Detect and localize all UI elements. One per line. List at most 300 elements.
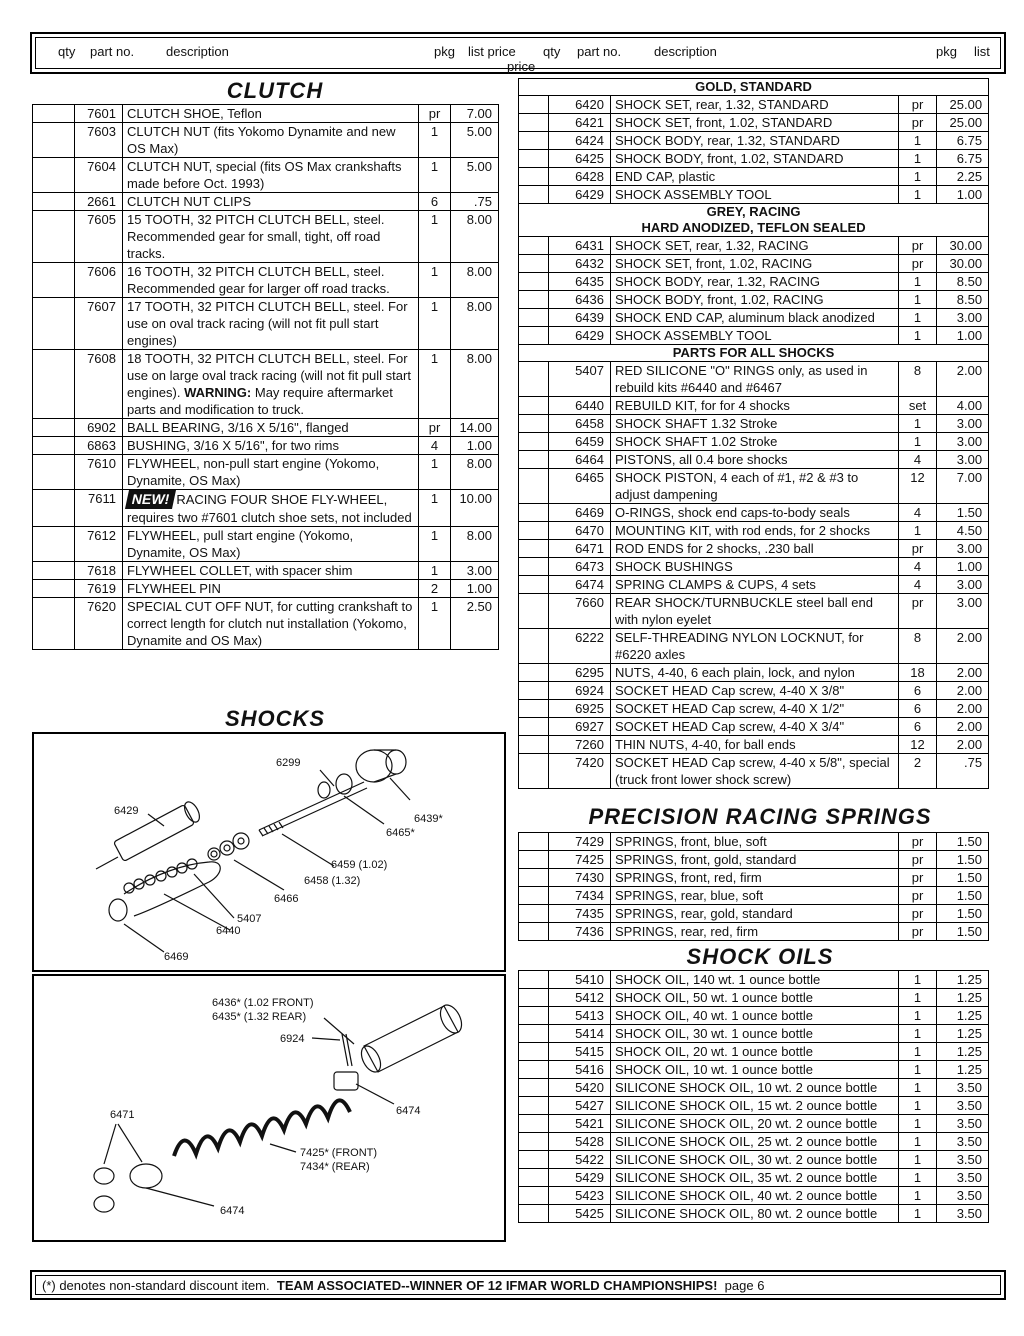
pkg-cell: 1	[419, 527, 451, 562]
table-row	[519, 186, 989, 204]
price-cell: 1.00	[937, 327, 989, 345]
price-cell: 1.25	[937, 1007, 989, 1025]
qty-cell	[519, 540, 549, 558]
price-cell: 3.00	[451, 562, 499, 580]
part-number-cell: 7436	[549, 923, 611, 941]
part-number-cell: 5413	[549, 1007, 611, 1025]
description-cell: SHOCK SET, front, 1.02, STANDARD	[611, 114, 899, 132]
part-number-cell: 7420	[549, 754, 611, 789]
header-partno-right: part no.	[577, 44, 622, 59]
pkg-cell: 1	[419, 490, 451, 527]
table-row	[33, 105, 499, 123]
table-row	[519, 923, 989, 941]
qty-cell	[519, 132, 549, 150]
pkg-cell: 8	[899, 629, 937, 664]
label-6465: 6465*	[386, 827, 415, 839]
pkg-cell: 1	[899, 1151, 937, 1169]
pkg-cell: 1	[899, 989, 937, 1007]
qty-cell	[33, 580, 75, 598]
description-cell: FLYWHEEL, pull start engine (Yokomo, Dynamite, OS Max)	[123, 527, 419, 562]
label-5407: 5407	[237, 913, 262, 925]
pkg-cell: pr	[899, 540, 937, 558]
table-row	[33, 580, 499, 598]
part-number-cell: 6464	[549, 451, 611, 469]
part-number-cell: 7608	[75, 350, 123, 419]
table-row	[519, 291, 989, 309]
pkg-cell: pr	[899, 255, 937, 273]
qty-cell	[519, 887, 549, 905]
qty-cell	[519, 291, 549, 309]
part-number-cell: 7607	[75, 298, 123, 350]
qty-cell	[519, 273, 549, 291]
pkg-cell: 4	[899, 451, 937, 469]
label-6924: 6924	[280, 1033, 305, 1045]
pkg-cell: 6	[899, 700, 937, 718]
oils-table	[518, 970, 989, 1223]
table-row	[33, 350, 499, 419]
table-row	[519, 362, 989, 397]
qty-cell	[519, 576, 549, 594]
pkg-cell: 1	[899, 186, 937, 204]
shock-shaft-diagram	[32, 732, 506, 972]
part-number-cell: 7618	[75, 562, 123, 580]
description-cell: SHOCK BODY, rear, 1.32, STANDARD	[611, 132, 899, 150]
part-number-cell: 6436	[549, 291, 611, 309]
description-cell: SILICONE SHOCK OIL, 80 wt. 2 ounce bottle	[611, 1205, 899, 1223]
qty-cell	[519, 237, 549, 255]
description-cell: SHOCK BODY, front, 1.02, STANDARD	[611, 150, 899, 168]
description-cell: O-RINGS, shock end caps-to-body seals	[611, 504, 899, 522]
price-cell: 10.00	[451, 490, 499, 527]
label-6469: 6469	[164, 951, 189, 963]
footer-page-number: page 6	[724, 1278, 765, 1293]
price-cell: 3.50	[937, 1187, 989, 1205]
table-row	[519, 451, 989, 469]
description-cell: SELF-THREADING NYLON LOCKNUT, for #6220 axles	[611, 629, 899, 664]
pkg-cell: 1	[419, 455, 451, 490]
label-6436: 6436* (1.02 FRONT)	[212, 997, 314, 1009]
price-cell: 6.75	[937, 150, 989, 168]
pkg-cell: 1	[899, 168, 937, 186]
qty-cell	[33, 211, 75, 263]
pkg-cell: pr	[899, 833, 937, 851]
group-heading: HARD ANODIZED, TEFLON SEALED	[519, 220, 989, 237]
price-cell: 8.00	[451, 263, 499, 298]
table-row	[519, 1079, 989, 1097]
table-row	[33, 455, 499, 490]
header-pkg-right: pkg	[936, 44, 957, 59]
part-number-cell: 6435	[549, 273, 611, 291]
description-cell: SHOCK PISTON, 4 each of #1, #2 & #3 to adjust dampening	[611, 469, 899, 504]
pkg-cell: 1	[899, 309, 937, 327]
pkg-cell: 1	[899, 415, 937, 433]
pkg-cell: 1	[899, 1043, 937, 1061]
description-cell: SPRINGS, rear, blue, soft	[611, 887, 899, 905]
price-cell: 25.00	[937, 96, 989, 114]
table-row	[33, 527, 499, 562]
qty-cell	[519, 1115, 549, 1133]
part-number-cell: 6425	[549, 150, 611, 168]
price-cell: 1.00	[937, 558, 989, 576]
qty-cell	[519, 923, 549, 941]
table-row	[33, 562, 499, 580]
qty-cell	[33, 193, 75, 211]
price-cell: 1.50	[937, 833, 989, 851]
table-row	[519, 887, 989, 905]
qty-cell	[33, 123, 75, 158]
pkg-cell: 1	[899, 522, 937, 540]
price-cell: 8.00	[451, 298, 499, 350]
pkg-cell: 1	[899, 1205, 937, 1223]
part-number-cell: 6440	[549, 397, 611, 415]
table-row	[519, 433, 989, 451]
part-number-cell: 7619	[75, 580, 123, 598]
table-row	[519, 132, 989, 150]
table-row	[519, 1169, 989, 1187]
part-number-cell: 5420	[549, 1079, 611, 1097]
price-cell: 2.00	[937, 362, 989, 397]
pkg-cell: 1	[899, 1079, 937, 1097]
description-cell: END CAP, plastic	[611, 168, 899, 186]
price-cell: 1.25	[937, 1061, 989, 1079]
price-cell: 2.00	[937, 664, 989, 682]
description-cell: FLYWHEEL, non-pull start engine (Yokomo, Dynamite, OS Max)	[123, 455, 419, 490]
table-row	[519, 273, 989, 291]
qty-cell	[519, 1097, 549, 1115]
price-cell: 2.50	[451, 598, 499, 650]
description-cell: REBUILD KIT, for for 4 shocks	[611, 397, 899, 415]
table-row	[519, 851, 989, 869]
group-heading-row	[519, 345, 989, 362]
part-number-cell: 5423	[549, 1187, 611, 1205]
group-heading-row	[519, 79, 989, 96]
part-number-cell: 7260	[549, 736, 611, 754]
table-row	[519, 754, 989, 789]
label-6429: 6429	[114, 805, 139, 817]
table-row	[519, 682, 989, 700]
price-cell: 1.50	[937, 887, 989, 905]
pkg-cell: pr	[899, 851, 937, 869]
part-number-cell: 6432	[549, 255, 611, 273]
qty-cell	[519, 718, 549, 736]
qty-cell	[519, 971, 549, 989]
description-cell: REAR SHOCK/TURNBUCKLE steel ball end with nylon eyelet	[611, 594, 899, 629]
oils-title: SHOCK OILS	[686, 944, 834, 969]
table-row	[519, 736, 989, 754]
part-number-cell: 6421	[549, 114, 611, 132]
qty-cell	[519, 1007, 549, 1025]
description-cell: SILICONE SHOCK OIL, 25 wt. 2 ounce bottle	[611, 1133, 899, 1151]
price-cell: 3.00	[937, 415, 989, 433]
qty-cell	[33, 419, 75, 437]
description-cell: SHOCK SHAFT 1.32 Stroke	[611, 415, 899, 433]
table-row	[519, 1151, 989, 1169]
header-price-right: price	[507, 59, 536, 74]
qty-cell	[519, 736, 549, 754]
table-row	[519, 168, 989, 186]
pkg-cell: pr	[899, 96, 937, 114]
table-row	[519, 629, 989, 664]
label-6458: 6458 (1.32)	[304, 875, 361, 887]
qty-cell	[519, 1169, 549, 1187]
pkg-cell: 4	[899, 558, 937, 576]
table-row	[519, 1097, 989, 1115]
table-row	[33, 490, 499, 527]
qty-cell	[519, 362, 549, 397]
description-cell: SHOCK ASSEMBLY TOOL	[611, 186, 899, 204]
pkg-cell: 1	[899, 1097, 937, 1115]
part-number-cell: 5414	[549, 1025, 611, 1043]
price-cell: 4.50	[937, 522, 989, 540]
shock-body-spring-diagram	[32, 974, 506, 1242]
price-cell: .75	[451, 193, 499, 211]
qty-cell	[519, 168, 549, 186]
pkg-cell: 1	[899, 1169, 937, 1187]
pkg-cell: pr	[899, 887, 937, 905]
table-row	[519, 96, 989, 114]
price-cell: 25.00	[937, 114, 989, 132]
part-number-cell: 5412	[549, 989, 611, 1007]
qty-cell	[519, 754, 549, 789]
qty-cell	[33, 350, 75, 419]
description-cell: SHOCK OIL, 30 wt. 1 ounce bottle	[611, 1025, 899, 1043]
part-number-cell: 7610	[75, 455, 123, 490]
group-heading: PARTS FOR ALL SHOCKS	[519, 345, 989, 362]
new-badge: NEW!	[125, 490, 176, 509]
label-6466: 6466	[274, 893, 299, 905]
pkg-cell: 4	[419, 437, 451, 455]
qty-cell	[519, 700, 549, 718]
pkg-cell: 4	[899, 576, 937, 594]
description-cell: 17 TOOTH, 32 PITCH CLUTCH BELL, steel. For use on oval track racing (will not fit pull start engines)	[123, 298, 419, 350]
qty-cell	[519, 96, 549, 114]
qty-cell	[519, 1061, 549, 1079]
description-cell: SHOCK ASSEMBLY TOOL	[611, 327, 899, 345]
qty-cell	[519, 1187, 549, 1205]
price-cell: 2.00	[937, 718, 989, 736]
price-cell: 8.00	[451, 455, 499, 490]
pkg-cell: pr	[899, 594, 937, 629]
price-cell: 1.50	[937, 504, 989, 522]
part-number-cell: 7603	[75, 123, 123, 158]
pkg-cell: 1	[899, 1187, 937, 1205]
qty-cell	[519, 1133, 549, 1151]
price-cell: 3.00	[937, 309, 989, 327]
price-cell: 2.00	[937, 629, 989, 664]
label-6299: 6299	[276, 757, 301, 769]
description-cell: SHOCK OIL, 10 wt. 1 ounce bottle	[611, 1061, 899, 1079]
qty-cell	[519, 594, 549, 629]
table-row	[33, 598, 499, 650]
description-cell: SILICONE SHOCK OIL, 30 wt. 2 ounce bottle	[611, 1151, 899, 1169]
part-number-cell: 5421	[549, 1115, 611, 1133]
part-number-cell: 7604	[75, 158, 123, 193]
table-row	[33, 298, 499, 350]
qty-cell	[519, 629, 549, 664]
part-number-cell: 6431	[549, 237, 611, 255]
price-cell: 8.00	[451, 527, 499, 562]
qty-cell	[33, 158, 75, 193]
description-cell: SPRING CLAMPS & CUPS, 4 sets	[611, 576, 899, 594]
part-number-cell: 5422	[549, 1151, 611, 1169]
description-cell: BUSHING, 3/16 X 5/16", for two rims	[123, 437, 419, 455]
description-cell: CLUTCH NUT (fits Yokomo Dynamite and new OS Max)	[123, 123, 419, 158]
qty-cell	[33, 562, 75, 580]
qty-cell	[519, 682, 549, 700]
part-number-cell: 6458	[549, 415, 611, 433]
group-heading-row	[519, 204, 989, 221]
pkg-cell: 1	[419, 263, 451, 298]
description-text: 18 TOOTH, 32 PITCH CLUTCH BELL, steel. For use on large oval track racing (will not fit pull start engines).	[127, 351, 411, 400]
description-cell: PISTONS, all 0.4 bore shocks	[611, 451, 899, 469]
description-cell: SHOCK BODY, front, 1.02, RACING	[611, 291, 899, 309]
qty-cell	[519, 522, 549, 540]
label-7434: 7434* (REAR)	[300, 1161, 370, 1173]
price-cell: 1.00	[937, 186, 989, 204]
description-cell: SHOCK END CAP, aluminum black anodized	[611, 309, 899, 327]
header-description-left: description	[166, 44, 229, 59]
table-row	[519, 1043, 989, 1061]
description-cell: SHOCK SET, front, 1.02, RACING	[611, 255, 899, 273]
part-number-cell: 7612	[75, 527, 123, 562]
pkg-cell: 1	[899, 433, 937, 451]
price-cell: 3.00	[937, 433, 989, 451]
table-row	[33, 263, 499, 298]
table-row	[519, 1133, 989, 1151]
header-pkg-left: pkg	[434, 44, 455, 59]
label-6474-bottom: 6474	[220, 1205, 245, 1217]
table-row	[33, 158, 499, 193]
qty-cell	[519, 186, 549, 204]
qty-cell	[519, 327, 549, 345]
description-cell: MOUNTING KIT, with rod ends, for 2 shocks	[611, 522, 899, 540]
price-cell: 1.50	[937, 851, 989, 869]
qty-cell	[519, 833, 549, 851]
table-row	[519, 1025, 989, 1043]
group-heading: GREY, RACING	[519, 204, 989, 221]
price-cell: 30.00	[937, 255, 989, 273]
description-cell: RED SILICONE "O" RINGS only, as used in rebuild kits #6440 and #6467	[611, 362, 899, 397]
qty-cell	[519, 255, 549, 273]
part-number-cell: 7611	[75, 490, 123, 527]
pkg-cell: 1	[419, 123, 451, 158]
table-row	[519, 971, 989, 989]
price-cell: 2.25	[937, 168, 989, 186]
pkg-cell: pr	[899, 237, 937, 255]
pkg-cell: 1	[419, 158, 451, 193]
description-cell: FLYWHEEL COLLET, with spacer shim	[123, 562, 419, 580]
description-cell: ROD ENDS for 2 shocks, .230 ball	[611, 540, 899, 558]
header-qty-right: qty	[543, 44, 561, 59]
table-row	[519, 415, 989, 433]
price-cell: 8.50	[937, 291, 989, 309]
pkg-cell: 1	[419, 350, 451, 419]
price-cell: 3.50	[937, 1205, 989, 1223]
table-row	[519, 540, 989, 558]
group-heading: GOLD, STANDARD	[519, 79, 989, 96]
price-cell: 5.00	[451, 158, 499, 193]
pkg-cell: 1	[899, 327, 937, 345]
qty-cell	[519, 989, 549, 1007]
qty-cell	[519, 664, 549, 682]
qty-cell	[33, 490, 75, 527]
description-cell: SHOCK SET, rear, 1.32, STANDARD	[611, 96, 899, 114]
part-number-cell: 6471	[549, 540, 611, 558]
shock-parts-table	[518, 78, 989, 789]
part-number-cell: 6924	[549, 682, 611, 700]
price-cell: 3.00	[937, 594, 989, 629]
price-cell: 7.00	[451, 105, 499, 123]
table-row	[519, 833, 989, 851]
price-cell: 3.00	[937, 576, 989, 594]
price-cell: 7.00	[937, 469, 989, 504]
table-row	[519, 114, 989, 132]
pkg-cell: 6	[419, 193, 451, 211]
description-cell: SILICONE SHOCK OIL, 15 wt. 2 ounce bottle	[611, 1097, 899, 1115]
part-number-cell: 6927	[549, 718, 611, 736]
table-row	[519, 1205, 989, 1223]
part-number-cell: 7606	[75, 263, 123, 298]
pkg-cell: 6	[899, 718, 937, 736]
qty-cell	[519, 1025, 549, 1043]
part-number-cell: 6863	[75, 437, 123, 455]
qty-cell	[519, 905, 549, 923]
part-number-cell: 6459	[549, 433, 611, 451]
price-cell: 2.00	[937, 682, 989, 700]
description-cell: SHOCK BUSHINGS	[611, 558, 899, 576]
table-row	[519, 327, 989, 345]
table-row	[519, 1007, 989, 1025]
price-cell: 2.00	[937, 736, 989, 754]
price-cell: .75	[937, 754, 989, 789]
pkg-cell: 1	[419, 562, 451, 580]
part-number-cell: 6473	[549, 558, 611, 576]
price-cell: 3.00	[937, 540, 989, 558]
part-number-cell: 6902	[75, 419, 123, 437]
part-number-cell: 2661	[75, 193, 123, 211]
price-cell: 1.00	[451, 580, 499, 598]
price-cell: 2.00	[937, 700, 989, 718]
pkg-cell: 1	[419, 598, 451, 650]
description-cell: SHOCK OIL, 40 wt. 1 ounce bottle	[611, 1007, 899, 1025]
shocks-title: SHOCKS	[224, 706, 326, 731]
label-6474-top: 6474	[396, 1105, 421, 1117]
qty-cell	[33, 598, 75, 650]
part-number-cell: 6470	[549, 522, 611, 540]
pkg-cell: pr	[419, 419, 451, 437]
header-listprice-left: list price	[468, 44, 516, 59]
part-number-cell: 5427	[549, 1097, 611, 1115]
qty-cell	[519, 1079, 549, 1097]
price-cell: 3.50	[937, 1169, 989, 1187]
header-description-right: description	[654, 44, 717, 59]
pkg-cell: pr	[899, 114, 937, 132]
part-number-cell: 5407	[549, 362, 611, 397]
table-row	[33, 123, 499, 158]
price-cell: 1.25	[937, 971, 989, 989]
qty-cell	[519, 469, 549, 504]
table-row	[519, 594, 989, 629]
description-cell	[123, 490, 419, 527]
description-cell: FLYWHEEL PIN	[123, 580, 419, 598]
pkg-cell: 12	[899, 469, 937, 504]
table-row	[519, 718, 989, 736]
price-cell: 6.75	[937, 132, 989, 150]
springs-title: PRECISION RACING SPRINGS	[588, 804, 932, 829]
part-number-cell: 6424	[549, 132, 611, 150]
pkg-cell: 2	[419, 580, 451, 598]
price-cell: 1.25	[937, 989, 989, 1007]
